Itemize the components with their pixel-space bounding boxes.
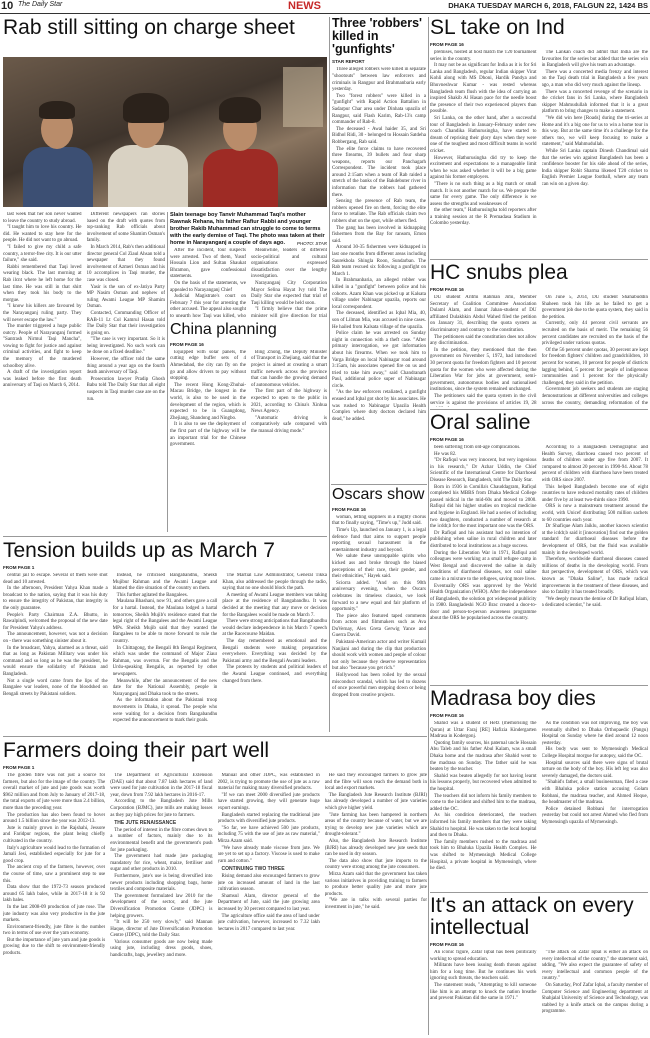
body-paragraph: According to the Bangladesh Jute Mills Corporation (BJMC), jute mills are making losses as they pay high prices for jute to farmers. (110, 799, 213, 818)
section-rule (331, 484, 427, 485)
body-paragraph: The production has also been found to hover around 1.5 billion since the year was 2012-13. (3, 812, 106, 825)
body-paragraph: Sciorra added. "And on this 90th anniversary evening, when the Oscars celebrates its timeless classics, we look forward to a new equal and fair platform of opportunity." (332, 580, 426, 613)
paper-name: The Daily Star (18, 1, 63, 8)
body-paragraph: Sensing the presence of Rab team, the robbers opened fire on them, forcing the elite force to retaliate. The Rab officials claim two robbers shot on the spot, while others fled. (332, 199, 426, 225)
body-paragraph: In the broadcast, Yahya, alarmed as a threat, said that as long as Pakistan Military was under his command and so long as he was the president, he would ensure the solidarity of Pakistan and Bangladesh. (3, 645, 108, 677)
body-paragraph: Around 30-35 fishermen were kidnapped in last one months from different areas including Saurekhola Shingla Roon, Sundarban. The Rab team rescued six following a gunfight on March 1. (332, 245, 426, 277)
body-paragraph: Furthermore, jute's use is being diversified into newer products including shopping bags, home textiles and composite materials. (110, 873, 213, 893)
article-oral-saline (430, 412, 648, 693)
body-paragraph: Manual and other JDPC, was established in 2002, is trying to promote the use of jute as a raw material for making many diversified products. (217, 773, 320, 792)
body-paragraph: Contacted, Commanding Officer of RAB-11 Lt Col Kamrul Hasan told The Daily Star that their investigation is going on. (86, 310, 165, 336)
body-paragraph: DU student Aritmi Rahman Jimi, Member Secretary of Coalition Committee Association Dulaml Alam, and Jannat Jahan-student of DU affiliated Dulakhkin Abdul Wahed filed the petition on January 31, describing the quota system as discriminatory and contrary to the constitution. (430, 295, 537, 334)
column-rule (428, 17, 429, 1035)
body-paragraph: "I taught him to love his country. He did. He wanted to stay here for the people. He did not want to go abroad. (3, 225, 82, 244)
body-paragraph: "We have already made viscose from jute. We are yet to set up a factory. Viscose is used to make yarn and cotton." (217, 845, 320, 864)
body-paragraph: The Bangladesh Jute Research Institute (BJRI) has already developed a number of jute varieties which give higher yield. (324, 792, 427, 812)
section-rule (430, 685, 648, 686)
section-rule (430, 892, 648, 893)
body-paragraph: Yasir is the son of ex-Jatiya Party MP Nasim Osman and nephew of ruling Awami League MP Shamim Osman. (86, 284, 165, 310)
body-paragraph: The petitioners said the constitution does not allow any discrimination. (430, 334, 537, 347)
section-rule (430, 409, 648, 410)
body-paragraph: Government job seekers and students are staging demonstrations at different universities and colleges across the country, demanding reformation of the (541, 387, 648, 406)
byline-farmers: FROM PAGE 1 (3, 765, 35, 771)
section-rule (430, 259, 648, 260)
body-paragraph: In March 2014, Rab's then additional director general Col Ziaul Ahsan told a newspaper that they found involvement of Azmeri Osman and his 10 accomplices in Taqi murder, the case was closed. (86, 244, 165, 283)
byline-robbers: STAR REPORT (332, 59, 365, 65)
headline-oscars: Oscars show (332, 486, 425, 503)
body-paragraph: Pakistani-American actor and writer Kumail Nanjiani and during the clip that production should work with women and people of colour not only because they deserve representation but also "because you get rich." (332, 640, 426, 672)
body-paragraph: Bangladesh started replacing the traditional jute products with diversified jute products. (217, 812, 320, 825)
body-paragraph: The petitioners said the quota system in the civil service is against the provisions of articles 19, 28 (430, 393, 537, 406)
body-paragraph: In Brahmanbaria, an alleged robber was killed in a "gunfight" between police and his cohorts. Azam Khan was picked up at Kalsata village under Nabinagar upazila, reports our local correspondent. (332, 278, 426, 310)
headline-tension: Tension builds up as March 7 (3, 539, 275, 562)
body-paragraph: In Chittagong, the Bengali 8th Bengal Regiment, which was under the command of Major Ziaur Rahman, was overrun. For the Bengalis and the Urdu-speaking Bengalis, as reported by other newspapers. (112, 645, 218, 677)
body-paragraph: Two "forest robbers" were killed in a "gunfight" with Rapid Action Battalion in Sadarpur Char area under Dinhata upazila of Rangpur, said Flash Karim, Rab-13's camp commander of Rab-8. (332, 93, 426, 126)
body-paragraph: The deceased - Awal haider 35, and Sri Bidhol Ridi, 30 - belonged to Hossain Satdeha Robbergang, Rab said. (332, 126, 426, 145)
body-paragraph: There was a concerted media frenzy and interest on the Taqi death trial in Bangladesh a few years ago, a man who did very much against the lineup. (541, 69, 648, 89)
body-paragraph: ORS is now a mainstream treatment around the world, with Unicef distributing 500 million sachets to 60 countries each year. (541, 504, 648, 523)
body-paragraph: Rising demand also encouraged farmers to grow jute on increased amount of land in the last cultivation season. (217, 873, 320, 893)
body-paragraph: The government formulated law 2010 for the development of the sector, and the jute Diversification Promotion Centre (JDPC) is helping growers. (110, 893, 213, 919)
photo-caption (170, 212, 327, 247)
body-paragraph: Maulana Bhashani, now 91, and others gave a call for a hartal. Instead, the Maulana lodged a hartal tomorrow, Sheikh Mujib's residence stated that the legal right of the Bangalees and the Awami League MPs. Sheikh Mujib said that they wanted the Bangalees to be able to move forward to rule the country. (112, 599, 218, 644)
body-paragraph: An iconic figure, Zafar Iqbal has been politically working to spread education. (430, 950, 537, 962)
body-paragraph: It may not be as significant for India as it is for Sri Lanka and Bangladesh, regular Indian skipper Virat Kohli along with MS Dhoni, Hardik Pandya and Bhuvneshwar Kumar - was rested whereas Bangladesh team flush with the idea of carrying an inspired Shakib Al Hasan pace for the needle boost the presence of their two experienced players than possible. (430, 63, 537, 115)
body-paragraph: Hospital sources said there were signs of brutal torture on the body of the boy. His left leg was also severely damaged, the doctors said. (541, 760, 648, 779)
body-paragraph: Currently, only 44 percent civil servants are recruited on the basis of merit. The remaining 56 percent candidates are recruited on the basis of the privileged under various quotas. (541, 321, 648, 347)
body-paragraph: The statement reads, "Attempting to kill someone like him is an attempt to knock the nation breathe and prevent Pakistan did the same in 1971." (430, 983, 537, 1002)
headline-hc: HC snubs plea (430, 261, 568, 284)
article-hc (430, 262, 648, 407)
body-paragraph: During the Liberation War in 1971, Rafiqul and colleagues were working at a small refugee camp in West Bengal and discovered the saline in daily conditions of diarrhoeal diseases, not oral saline came in a mixture to the refugees, saving more lives. (430, 550, 537, 582)
article-china (170, 322, 327, 530)
body-paragraph: As the information about the Pakistani troop movements in Dhaka, it spread. The people who were waiting for a decision from Bangabandhu expected the announcement to mark their goals. (112, 698, 218, 724)
byline-china: FROM PAGE 16 (170, 341, 204, 347)
body-paragraph: "Automatic driving is comparatively safe compared with the manual driving mode." (251, 415, 327, 434)
body-paragraph: Different newspapers ran stories based on the draft with quotes from top-ranking Rab officials about involvement of some Shamim Osman's family. (86, 212, 165, 244)
body-paragraph: The period of interest in the fibre comes down to a number of factors, mainly due to its environmental benefit and the government's push for jute packaging. (110, 827, 213, 853)
section-rule (3, 736, 427, 737)
byline-tension: FROM PAGE 1 (3, 565, 35, 571)
body-paragraph: The day remembered as emotional and the Bengali students were making preparations everywhere. Everything was decided by the Pakistani army and the Bengali Awami leaders. (222, 638, 328, 664)
body-paragraph: The agriculture office said the area of land under jute cultivation, however, increased to 7.32 lakh hectares in 2017 compared to last year. (217, 913, 320, 932)
body-paragraph: The elite force claims to have recovered three firearms, 39 bullets and four sharp weapons, reports our Panchagarh Correspondent. The incident took place around 2:15am when a team of Rab raided a stretch of the banks of the Bakdebuter river in information that the robbers had gathered there. (332, 146, 426, 198)
body-paragraph: The protests by students and political leaders of the Awami League continued, and everything changed from there. (222, 665, 328, 684)
body-paragraph: The gang has been involved in kidnapping fishermen from the Bay for ransom, Emon said. (332, 225, 426, 244)
body-paragraph: Police claim he was arrested on Sunday night in connection with a theft case. "After primary interrogation, we got information about his firearms. When we took him to Varga Bridge on local Nabinagar road around 3:15am, his associates opened fire on us and tried to take him away," said Chandranath Paul, additional police super of Nabinagar circle. (332, 331, 426, 389)
headline-oral-saline: Oral saline (430, 411, 531, 434)
body-paragraph: "If we can meet 2000 diversified jute products have started growing, they will generate huge export earnings. (217, 792, 320, 812)
body-paragraph: Italy's agriculture would lead to the formation of Jamali Jesi, established especially for jute for a good crop. (3, 845, 106, 864)
body-paragraph: The announcement, however, was not a decision on - there was something sinister about it. (3, 632, 108, 644)
body-paragraph: "The case is very important. So it is being investigated. No such work can be done on a fixed deadline." (86, 337, 165, 356)
body-paragraph: "We deeply mourn the demise of Dr Rafiqul Islam, a dedicated scientist," he said. (541, 596, 648, 609)
photo-credit: PHOTO: STAR (296, 241, 327, 246)
column-rule (329, 17, 330, 732)
body-paragraph: He was 82. (434, 451, 457, 457)
body-paragraph: Also, the Bangladesh Jute Research Institute (BJRI) has already developed new jute seeds that can be used in dry season. (324, 838, 427, 858)
body-paragraph: Narayanganj City Corporation Mayor Selina Hayat Ivy told The Daily Star she expected that trial of Taqi killing would be held soon. (251, 280, 327, 306)
body-paragraph: The ancient crop of the farmers, however, over the course of time, saw a prominent step to use this. (3, 865, 106, 884)
body-paragraph: As the condition was not improving, the boy was eventually shifted to Dhaka Orthopaedic (Pangu) Hospital on Sunday where he died around 12 noon yesterday. (541, 721, 648, 746)
article-attack (430, 895, 648, 1038)
body-paragraph: been suffering from old-age complications. (434, 445, 521, 451)
body-paragraph: Quoting family sources, his paternal uncle Hossain Abu Taleb and his father Abul Kalam, was a small Dhaka home and the madrasa after Shahid went to the madrasa on Sunday. The father said he was beaten by the teacher. (430, 740, 537, 773)
body-paragraph: The government had made jute packaging mandatory for rice, wheat, maize, fertiliser and sugar and other products in 2010. (110, 854, 213, 873)
body-paragraph: Shahid was a student of Hefz (memorising the Quran) at Uttar Faraj [RE] Hafizia Kindergarten Madrasa in Kodergonj. (430, 721, 537, 740)
body-paragraph: Data show that the 1972-73 season produced around 65 lakh bales, while in 2017-18 it is 92 lakh bales. (3, 885, 106, 904)
headline-rab: Rab still sitting on charge sheet (3, 16, 295, 39)
body-paragraph: On June 5, 2014, DU student Shahabuddin Shaheen took his life as he failed to get a government job due to the quota system, they said in the petition. (541, 295, 648, 320)
body-paragraph: "I know his killers are favoured by the Narayanganj ruling party. They will never escape the law." (3, 304, 82, 323)
headline-farmers: Farmers doing their part well (3, 739, 270, 762)
body-paragraph: In the petition, they mentioned that the then government on November 5, 1972, had introduced 30 percent quota for freedom fighters and 10 percent quota for the women who were affected during the Liberation War for jobs at government, semi-government, autonomous bodies and nationalised institutions, since the system remained unchanged. (430, 347, 537, 393)
body-paragraph: Instead, he criticised Bangabandhu, Sheikh Mujibur Rahman and the Awami League and blamed the dire situation of the country on them. (112, 573, 218, 592)
body-paragraph: central jail to escape. Several of them were shot dead and 10 arrested. (3, 573, 108, 585)
body-paragraph: CONTINUING TWO THREE (221, 866, 285, 873)
body-paragraph: Sri Lanka, on the other hand, after a successful tour of Bangladesh in January-February under new coach Chandika Hathurusingha, have started to dream of reprising their glory days when they were one of the toughest and most difficult teams in world cricket. (430, 115, 537, 154)
section-rule (3, 536, 327, 537)
body-paragraph: Dr Shafique Alam Jaiklu, another known scientist at the icddr,b said it [innovation] find out the golden standard for diarrhoeal diseases before the development of ORS, but the fluid was available mainly in the developed world. (541, 524, 648, 556)
body-paragraph: People's Party Chairman Z.A. Bhutto, in Rawalpindi, welcomed the proposal of the new date for President Yahya's address. (3, 612, 108, 631)
article-farmers (3, 740, 427, 1038)
section-name: NEWS (288, 0, 321, 12)
body-paragraph: The first part of the highway is expected to open to the public in 2021, according to China's Xinhua News Agency. (251, 389, 327, 415)
body-paragraph: Equipped with solar panels, the cutting edge buffer sets of 4 Ahmedabad, the city can fly on the go and allow drivers to pay without stopping. (170, 349, 246, 382)
body-paragraph: Judicial Magistrate's court on February 7 this year for arresting the other accused. The appeal also sought to unearth how Taqi was killed, who (170, 294, 246, 319)
body-paragraph: Hollywood has been roiled by the sexual misconduct scandal, which has led to dozens of once powerful men stepping down or being dropped from creative projects. (332, 673, 426, 698)
body-paragraph: the other team," Hathurusingha told reporters after a training session at the R Premadasa Stadium in Colombo yesterday. (430, 208, 537, 227)
body-paragraph: The recent Hong Kong-Zhuhai-Macau Bridge, the longest in the world, is also to be used in the development of the region, which is expected to be in Guangdong, Zhejiang, Shandong and Ningbo. (170, 382, 246, 421)
body-paragraph: last week that her son never wanted to leave the country to study abroad. (3, 212, 82, 224)
body-paragraph: On the basis of the statements, we appealed to Narayanganj Chief (170, 280, 246, 293)
body-paragraph: As his condition deteriorated, the teachers informed his family members that they were taking Shahid to hospital. He was taken to the local hospital and then to Dhaka. (430, 813, 537, 839)
page-number: 10 (1, 0, 14, 12)
body-paragraph: A meeting of Awami League members was taking place at the residence of Bangabandhu. It was decided at the meeting that any move or decision for the Bangalees would be made on March 7. (222, 592, 328, 618)
body-paragraph: Police detained Robbani for interrogation yesterday but could not arrest Ahmed who fled from Mymensingh upazila of Mymensingh. (541, 806, 648, 825)
body-paragraph: The deceased, identified as Iqbal Mia, 40, son of Lilman Mia, was accused in nine cases. He hailed from Kalsata village of the upazila. (332, 311, 426, 330)
body-paragraph: Various consumer goods are now being made using jute, including dress goods, shoes, handicrafts, bags, jewellery and more. (110, 939, 213, 959)
body-paragraph: Meanwhile, leaders of different socio-political and cultural organisations expressed dissatisfaction over the lengthy investigation. (251, 248, 327, 280)
body-paragraph: "It will be 250 very slowly," said Mannan Haque, director of Jute Diversification Promotion Centre (JDPC), told the Daily Star. (110, 920, 213, 939)
body-paragraph: "As the law enforcers retaliated, a gunfight ensued and Iqbal got shot by his associates. He was rushed to Nabinagar Upazila Health Complex where duty doctors declared him dead," he added. (332, 390, 426, 422)
article-robbers (332, 17, 426, 497)
body-paragraph: However, Hathurusingha did try to keep the excitement and expectations to a manageable limit when he was asked whether it will be a big game against his former employers. (430, 155, 537, 181)
body-paragraph: Time's Up, launched on January 1, is a legal defence fund that aims to support people reporting sexual harassment in the entertainment industry and beyond. (332, 527, 426, 553)
body-paragraph: While Sri Lanka captain Dinesh Chandimal said that the series win against Bangladesh has been a confidence booster for his side ahead of the series, India skipper Rohit Sharma likened T20 cricket to English Premier League football, where any team can win on a given day. (541, 148, 648, 187)
body-paragraph: Three alleged robbers were killed in separate "shootouts" between law enforcers and criminals in Rangpur and Brahmanbaria early yesterday. (332, 67, 426, 93)
byline-hc: FROM PAGE 16 (430, 287, 464, 293)
article-oscars (332, 487, 426, 720)
article-rab-body (3, 212, 165, 532)
body-paragraph: Shamsul Alam, director general of the Department of Jute, said the jute growing area increased by 30 percent compared to last year. (217, 893, 320, 912)
body-paragraph: "I failed to give my child a safe country, a terror-free city. It is our utter failure," she said. (3, 244, 82, 264)
body-paragraph: "There is no such thing as a big match or small match. It is not another match for us. We prepare the same for every game. The only difference is we assess the strengths and weaknesses of (430, 181, 537, 207)
body-paragraph: The piece also featured taped comments from actors and filmmakers such as Ava DuVernay, Alex Greta Gerwig Yance and Guerra David. (332, 613, 426, 639)
body-paragraph: premises, hosted at host match the T20 tournament series in the country. (430, 50, 537, 62)
article-sl-india (430, 17, 648, 265)
body-paragraph: This helped Bangladesh become one of eight countries to have reduced mortality rates of children under five by at least two-thirds since 1990. (541, 484, 648, 503)
article-rab-body-right (170, 248, 327, 320)
body-paragraph: According to a Bangladesh Demographic and Health Survey, diarrhoea caused two percent of deaths of children under age five from 2007. It compared to almost 20 percent in 1990-94. About 78 percent of children with diarrhoea have been treated with ORS since 2007. (541, 445, 648, 484)
body-paragraph: The Martial Law Administrator, General Tikka Khan, also addressed the people through the radio, saying that no one should block the path. (222, 573, 328, 592)
body-paragraph: Environment-friendly, jute fibre is the number two in terms of use over the yarn economy. (3, 924, 106, 937)
body-paragraph: "We are in talks with several parties for investment in jute," he said. (324, 898, 427, 910)
masthead (0, 0, 650, 14)
body-paragraph: The family members rushed to the madrasa and took him to Bhaluka Upazila Health Complex. He was shifted to Mymensingh Medical College Hospital, a private hospital in Mymensingh, where he died. (430, 839, 537, 872)
body-paragraph: After the incident, four suspects were arrested. Two of them, Yusuf Hossain Lion and Sultan Shaukat Bhramon, gave confessional statements. (170, 248, 246, 280)
column-rule (167, 212, 168, 532)
body-paragraph: On Saturday, Prof Zafar Iqbal, a faculty member of Computer Science and Engineering department at Shahjalal University of Science and Technology, was stabbed by a knife attack on the campus during a programme. (541, 983, 648, 1015)
body-paragraph: Mirza Azam said that the government has taken various initiatives in providing training to farmers to produce better quality jute and more jute products. (324, 871, 427, 897)
body-paragraph: There were strong anticipations that Bangabandhu would declare independence in his March 7 speech at the Racecourse Maidan. (222, 619, 328, 638)
photo-caption-text: Slain teenage boy Tanvir Muhammad Taqi's mother Rawnak Rehana, his father Rafiur Rabbi and younger brother Rakib Muhammad can struggle to come to terms with the early demise of Taqi. The photo was taken at their home in Narayanganj a couple of days ago. (170, 212, 325, 246)
article-tension (3, 540, 327, 743)
body-paragraph: But the importance of jute yarn and jute goods is growing due to the shift to environment-friendly products. (3, 937, 106, 957)
body-paragraph: In the afternoon, President Yahya Khan made a broadcast to the nation, saying that it was his duty to ensure the integrity of Pakistan, that integrity is the only guarantee. (3, 586, 108, 612)
body-paragraph: THE JUTE RENAISSANCE (114, 820, 177, 827)
body-paragraph: Militants have been issuing death threats against him for a long time. But he continues his work ignoring such threats, the teachers said. (430, 963, 537, 982)
byline-oral-saline: FROM PAGE 16 (430, 437, 464, 443)
body-paragraph: The data also show that jute imports to the country were strong among the jute consumers. (324, 858, 427, 871)
body-paragraph: Bing Zhong, the Deputy Minister of Transport in Zhejiang, said that the project is aimed at creating a smart traffic network across the province that can handle the growing demand of autonomous vehicles. (251, 349, 327, 388)
body-paragraph: Not a single word came from the lips of the Bangalee war leaders, none of the bloodshed on Bengali streets by Pakistani soldiers. (3, 678, 108, 697)
body-paragraph: The golden fibre was not just a source for farmers, but also for the image of the country. The overall market of jute and jute goods was worth $962 million and from July to January of 2017-18, the total exports of jute were more than 2.4 billion, more than the preceding year. (3, 773, 106, 812)
body-paragraph: However, the officer told the same thing around a year ago on the fourth death anniversary of Taqi. (86, 357, 165, 376)
body-paragraph: Meanwhile, after the announcement of the new date for the National Assembly, people in Narayanganj and Dhaka took to the streets. (112, 678, 218, 697)
headline-attack: It's an attack on every intellectual (430, 894, 634, 940)
body-paragraph: There was a concerted revenge of the scenario in the cricket fans in Sri Lanka, where Bangladesh skipper Mahmudullah informed that it is a great platform to bring changes to make a statement. (541, 89, 648, 115)
body-paragraph: The teachers did not inform his family members to come to the incident and shifted him to the madrasa, added the OC. (430, 793, 537, 812)
body-paragraph: In the last 2008-09 production of jute rose. The jute industry was also very productive in the jute markets. (3, 904, 106, 924)
body-paragraph: This further agitated the Bangalees. (116, 592, 188, 598)
byline-madrasa: FROM PAGE 16 (430, 713, 464, 719)
body-paragraph: "I firmly believe that the prime minister will give direction for trial (251, 307, 327, 319)
headline-china: China planning (170, 321, 277, 338)
body-paragraph: Born in 1936 in Comilla's Chauddagram, Rafiqul completed his MBBS from Dhaka Medical College passed nidical in the mid-60s and moved to 2000. Rafiqul did his higher studies on tropical medicine and hygiene in England. He had a series of including two daughters, conducted a number of research at the icddr,b for the most important one was the ORS. (430, 484, 537, 530)
body-paragraph: Prosecution lawyer Pradip Ghosh Babu told The Daily Star that all eight suspects in Taqi murder case are on the run. (86, 376, 165, 402)
body-paragraph: "Dr Rafiqul was very innocent, but very ingenious in his research," Dr Azhar Uddin, the Chief Scientific of the International Centre for Diarrhoeal Disease Research, Bangladesh, told The Daily Star. (430, 458, 537, 484)
headline-sl-india: SL take on Ind (430, 16, 565, 39)
body-paragraph: "So far, we have achieved 500 jute products, including 75 with the use of jute as raw material," Mirza Azam said. (217, 825, 320, 844)
body-paragraph: The Department of Agricultural Extension (DAE) said that about 7.87 lakh hectares of land were used for jute cultivation in the 2017-18 fiscal year, down from 7.92 lakh hectares in 2016-17. (110, 773, 213, 798)
body-paragraph: His body was sent to Mymensingh Medical College Hospital morgue for autopsy, said the OC. (541, 747, 648, 760)
byline-attack: FROM PAGE 16 (430, 942, 464, 948)
body-paragraph: The Lankan coach did admit that India are the favourites for the series but added that the series win in Bangladesh will give his team an advantage. (541, 50, 648, 69)
article-rab (3, 17, 327, 39)
body-paragraph: woman, letting suppliers in a mighty chorus that to finally saying, "Time's up," Judd said. (332, 514, 426, 527)
body-paragraph: Therefore, worldwide diarrhoeal diseases caused millions of deaths in the developing world. From that perspective, development of ORS, which was known as "Dhaka Saline", has made radical improvements in the treatment of these diseases, and also to fatality it has treated broadly. (541, 557, 648, 596)
headline-madrasa: Madrasa boy dies (430, 687, 596, 710)
body-paragraph: "We did win here [Roads] during the tri-series at Home and it's a big one for us to win a home tour in this way. But at the same time it's a challenge for the others too, we will keep focusing to make a statement," said Mahmudullah. (541, 115, 648, 148)
body-paragraph: "The attack on Zafar Iqbal is either an attack on every intellectual of the country," the statement said, adding, "We also expect the guarantee of safety of every intellectual and common people of the country." (541, 950, 648, 982)
body-paragraph: He said they encouraged farmers to grow jute and the fibre will soon reach the demand both in local and export markets. (324, 773, 427, 792)
body-paragraph: Rabbi remembered that Taqi loved wearing black. The last morning at Rab ilcnt where he left home for the last time. He was still in that shirt when they took his body to the morgue. (3, 264, 82, 303)
body-paragraph: Shahid was beaten allegedly for not having learnt his lessons properly, but recovered when admitted to the hospital. (430, 773, 537, 792)
body-paragraph: The murder triggered a huge public outcry. People of Narayanganj formed "Santrash Nirmul Taqi Mancha", vowing to fight for justice and against criminal activities, and fight to keep the memory of the murdered schoolboy alive. (3, 324, 82, 369)
body-paragraph: "Shahid's father, a small businessman, filed a case with Bhaluka police station accusing Golam Robbani, the madrasa teacher, and Ahmed Hoque, the headmaster of the madrasa. (541, 780, 648, 806)
dateline: DHAKA TUESDAY MARCH 6, 2018, FALGUN 22, 1424 BS (448, 1, 648, 10)
body-paragraph: "Jute farming has been hampered in northern areas of the country because of water, but we are trying to develop new jute varieties which are drought-tolerant." (324, 812, 427, 838)
body-paragraph: A draft of the investigation report was leaked before the first death anniversary of Taqi on March 6, 2014. (3, 370, 82, 389)
body-paragraph: It is also to see the deployment of the first part of the highway will be an important trial for the Chinese government. (170, 422, 246, 448)
article-madrasa (430, 688, 648, 893)
family-photo (3, 57, 327, 207)
body-paragraph: We salute these unstoppable spirits who kicked ass and broke through the biased perceptions of their race, their gender, and their ethnicities," Hayek said. (332, 554, 426, 580)
body-paragraph: Dr Rafiqul and his assistant had no intention of publishing when saline in rural children and later distributed to local institutions as a huge success. (430, 530, 537, 549)
body-paragraph: Eventually ORS was approved by the World Health Organization (WHO). After the independence of Bangladesh, the solution got widespread publicity in 1980. Bangladeshi NGO Brac created a door-to-door and person-to-person awareness programme about the ORS he popularised across the country. (430, 583, 537, 622)
byline-sl-india: FROM PAGE 16 (430, 42, 464, 48)
body-paragraph: Of the 56 percent under quotas, 30 percent are kept for freedom fighters' children and grandchildren, 10 percent for women, 10 percent for people of districts lagging behind, 5 percent for people of indigenous communities and 1 percent for the physically challenged, they said in the petition. (541, 347, 648, 386)
byline-oscars: FROM PAGE 16 (332, 506, 366, 512)
headline-robbers: Three 'robbers' killed in 'gunfights' (332, 16, 422, 57)
body-paragraph: Jute is mainly grown in the Rajshahi, Jessore and Faridpur regions, the plant being chiefly cultivated in the country. (3, 825, 106, 844)
